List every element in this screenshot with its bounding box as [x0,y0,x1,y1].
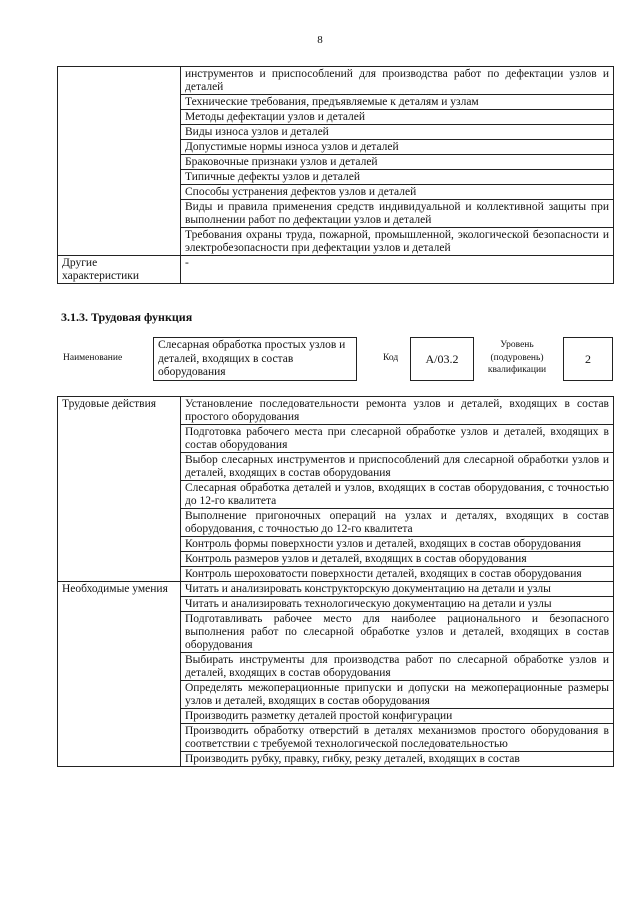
table-cell: Типичные дефекты узлов и деталей [181,170,614,185]
table-cell: Контроль размеров узлов и деталей, входящих в состав оборудования [181,552,614,567]
table-cell: Способы устранения дефектов узлов и деталей [181,185,614,200]
page-number: 8 [317,34,323,46]
table-cell: Требования охраны труда, пожарной, промышленной, экологической безопасности и электробезопасности при дефектации узлов и деталей [181,228,614,256]
other-characteristics-label: Другие характеристики [58,256,181,284]
table-cell: Установление последовательности ремонта узлов и деталей, входящих в состав простого оборудования [181,397,614,425]
table-cell: Контроль формы поверхности узлов и деталей, входящих в состав оборудования [181,537,614,552]
other-characteristics-value: - [181,256,614,284]
table-cell: Методы дефектации узлов и деталей [181,110,614,125]
table-cell: Выполнение пригоночных операций на узлах и деталях, входящих в состав оборудования, с точностью до 12-го квалитета [181,509,614,537]
table-row [58,256,614,284]
table-cell: Производить обработку отверстий в деталях механизмов простого оборудования в соответствии с требуемой технологической последовательностью [181,724,614,752]
table-row [58,397,614,425]
table-cell: Выбор слесарных инструментов и приспособлений для слесарной обработки узлов и деталей, входящих в состав оборудования [181,453,614,481]
code-value: А/03.2 [410,337,474,381]
table-cell: Подготовка рабочего места при слесарной обработке узлов и деталей, входящих в состав оборудования [181,425,614,453]
top-table [57,66,614,284]
section-heading: 3.1.3. Трудовая функция [61,310,193,324]
skills-label: Необходимые умения [58,582,181,767]
table-cell: Читать и анализировать технологическую документацию на детали и узлы [181,597,614,612]
name-label: Наименование [63,353,123,363]
empty-label-cell [58,67,181,256]
table-cell: Читать и анализировать конструкторскую документацию на детали и узлы [181,582,614,597]
table-cell: Производить разметку деталей простой конфигурации [181,709,614,724]
table-cell: Определять межоперационные припуски и допуски на межоперационные размеры узлов и деталей, входящих в состав оборудования [181,681,614,709]
table-row [58,582,614,597]
table-cell: инструментов и приспособлений для производства работ по дефектации узлов и деталей [181,67,614,95]
table-row [58,67,614,95]
table-cell: Допустимые нормы износа узлов и деталей [181,140,614,155]
actions-label: Трудовые действия [58,397,181,582]
table-cell: Выбирать инструменты для производства работ по слесарной обработке узлов и деталей, входящих в состав оборудования [181,653,614,681]
table-cell: Слесарная обработка деталей и узлов, входящих в состав оборудования, с точностью до 12-го квалитета [181,481,614,509]
table-cell: Производить рубку, правку, гибку, резку деталей, входящих в состав [181,752,614,767]
level-label: Уровень (подуровень) квалификации [487,340,547,375]
name-value: Слесарная обработка простых узлов и деталей, входящих в состав оборудования [153,337,357,381]
table-cell: Контроль шероховатости поверхности деталей, входящих в состав оборудования [181,567,614,582]
function-header [57,337,613,387]
table-cell: Подготавливать рабочее место для наиболее рационального и безопасного выполнения работ по слесарной обработке узлов и деталей, входящих в состав оборудования [181,612,614,653]
function-table [57,396,614,767]
table-cell: Виды износа узлов и деталей [181,125,614,140]
table-cell: Браковочные признаки узлов и деталей [181,155,614,170]
table-cell: Виды и правила применения средств индивидуальной и коллективной защиты при выполнении работ по дефектации узлов и деталей [181,200,614,228]
code-label: Код [383,353,399,363]
table-cell: Технические требования, предъявляемые к деталям и узлам [181,95,614,110]
level-value: 2 [563,337,613,381]
